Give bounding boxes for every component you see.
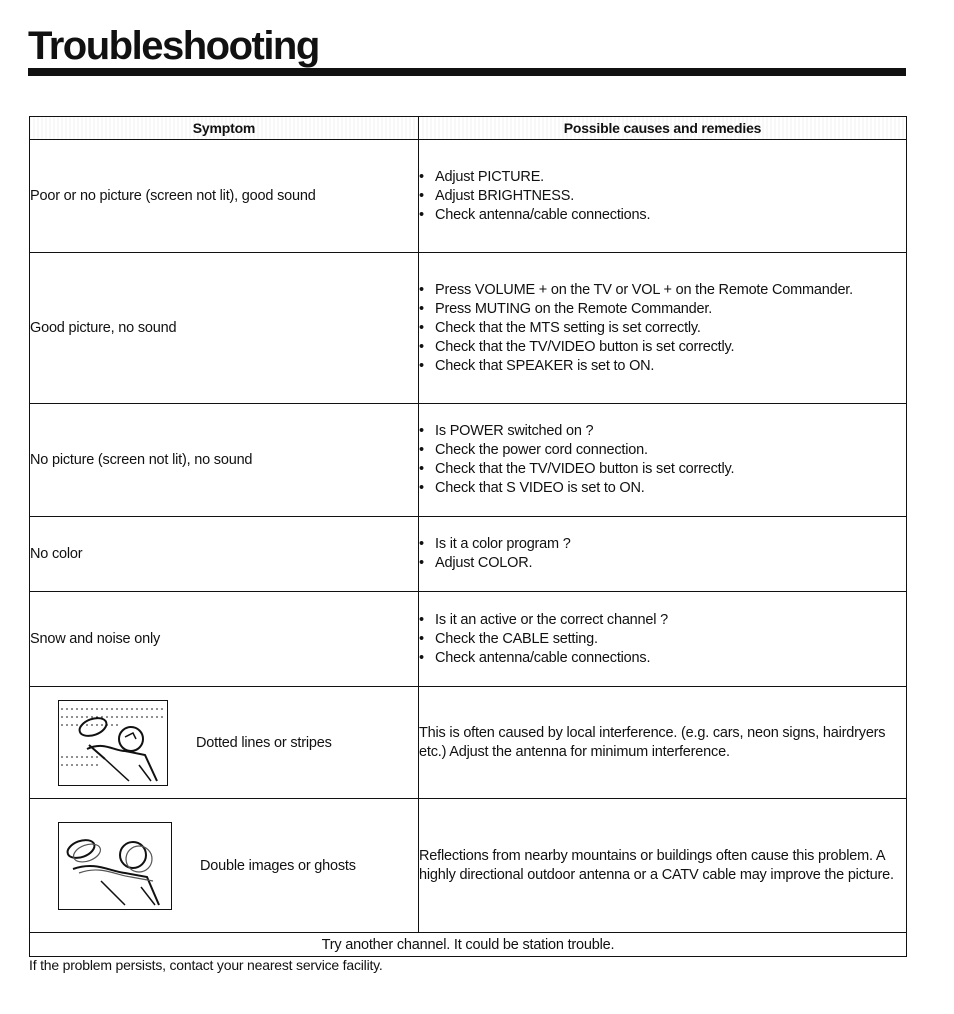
remedy-item: • Press MUTING on the Remote Commander. [419, 300, 906, 319]
symptom-cell [30, 799, 419, 933]
table-row [30, 799, 907, 933]
remedy-item: • Adjust COLOR. [419, 554, 906, 573]
table-row [30, 517, 907, 592]
remedy-item: • Check that SPEAKER is set to ON. [419, 357, 906, 376]
remedy-item: • Check that S VIDEO is set to ON. [419, 479, 906, 498]
remedy-item: • Check that the MTS setting is set correctly. [419, 319, 906, 338]
remedy-item: • Check antenna/cable connections. [419, 649, 906, 668]
page-title: Troubleshooting [28, 24, 319, 68]
symptom-label: Dotted lines or stripes [196, 734, 332, 751]
remedy-item: • Check the CABLE setting. [419, 630, 906, 649]
symptom-cell [30, 687, 419, 799]
symptom-cell: Snow and noise only [30, 592, 419, 687]
remedy-item: • Check antenna/cable connections. [419, 206, 906, 225]
remedies-cell [419, 253, 907, 404]
remedy-item: • Is it a color program ? [419, 535, 906, 554]
football-player-stripes-icon [58, 700, 168, 786]
troubleshooting-table [29, 116, 907, 957]
remedy-item: • Check that the TV/VIDEO button is set correctly. [419, 460, 906, 479]
remedies-cell [419, 592, 907, 687]
table-row [30, 404, 907, 517]
symptom-cell: No picture (screen not lit), no sound [30, 404, 419, 517]
symptom-label: Double images or ghosts [200, 857, 356, 874]
remedy-item: • Check the power cord connection. [419, 441, 906, 460]
remedy-item: • Is it an active or the correct channel ? [419, 611, 906, 630]
remedy-item: • Check that the TV/VIDEO button is set correctly. [419, 338, 906, 357]
symptom-cell: Poor or no picture (screen not lit), good sound [30, 140, 419, 253]
remedy-item: • Adjust BRIGHTNESS. [419, 187, 906, 206]
header-remedies: Possible causes and remedies [419, 117, 907, 140]
table-row [30, 253, 907, 404]
remedies-cell: This is often caused by local interference. (e.g. cars, neon signs, hairdryers etc.) Adjust the antenna for minimum interference. [419, 687, 907, 799]
remedies-cell [419, 517, 907, 592]
header-symptom: Symptom [30, 117, 419, 140]
football-player-ghost-icon [58, 822, 172, 910]
remedy-item: • Press VOLUME + on the TV or VOL + on the Remote Commander. [419, 281, 906, 300]
remedies-cell [419, 140, 907, 253]
remedies-cell: Reflections from nearby mountains or buildings often cause this problem. A highly directional outdoor antenna or a CATV cable may improve the picture. [419, 799, 907, 933]
remedy-item: • Adjust PICTURE. [419, 168, 906, 187]
table-row [30, 592, 907, 687]
table-row [30, 687, 907, 799]
remedy-item: • Is POWER switched on ? [419, 422, 906, 441]
table-footer: Try another channel. It could be station trouble. [30, 933, 907, 957]
symptom-cell: No color [30, 517, 419, 592]
table-header-row [30, 117, 907, 140]
title-rule [28, 68, 906, 76]
footer-note: If the problem persists, contact your nearest service facility. [29, 957, 383, 973]
symptom-cell: Good picture, no sound [30, 253, 419, 404]
table-footer-row [30, 933, 907, 957]
table-row [30, 140, 907, 253]
remedies-cell [419, 404, 907, 517]
